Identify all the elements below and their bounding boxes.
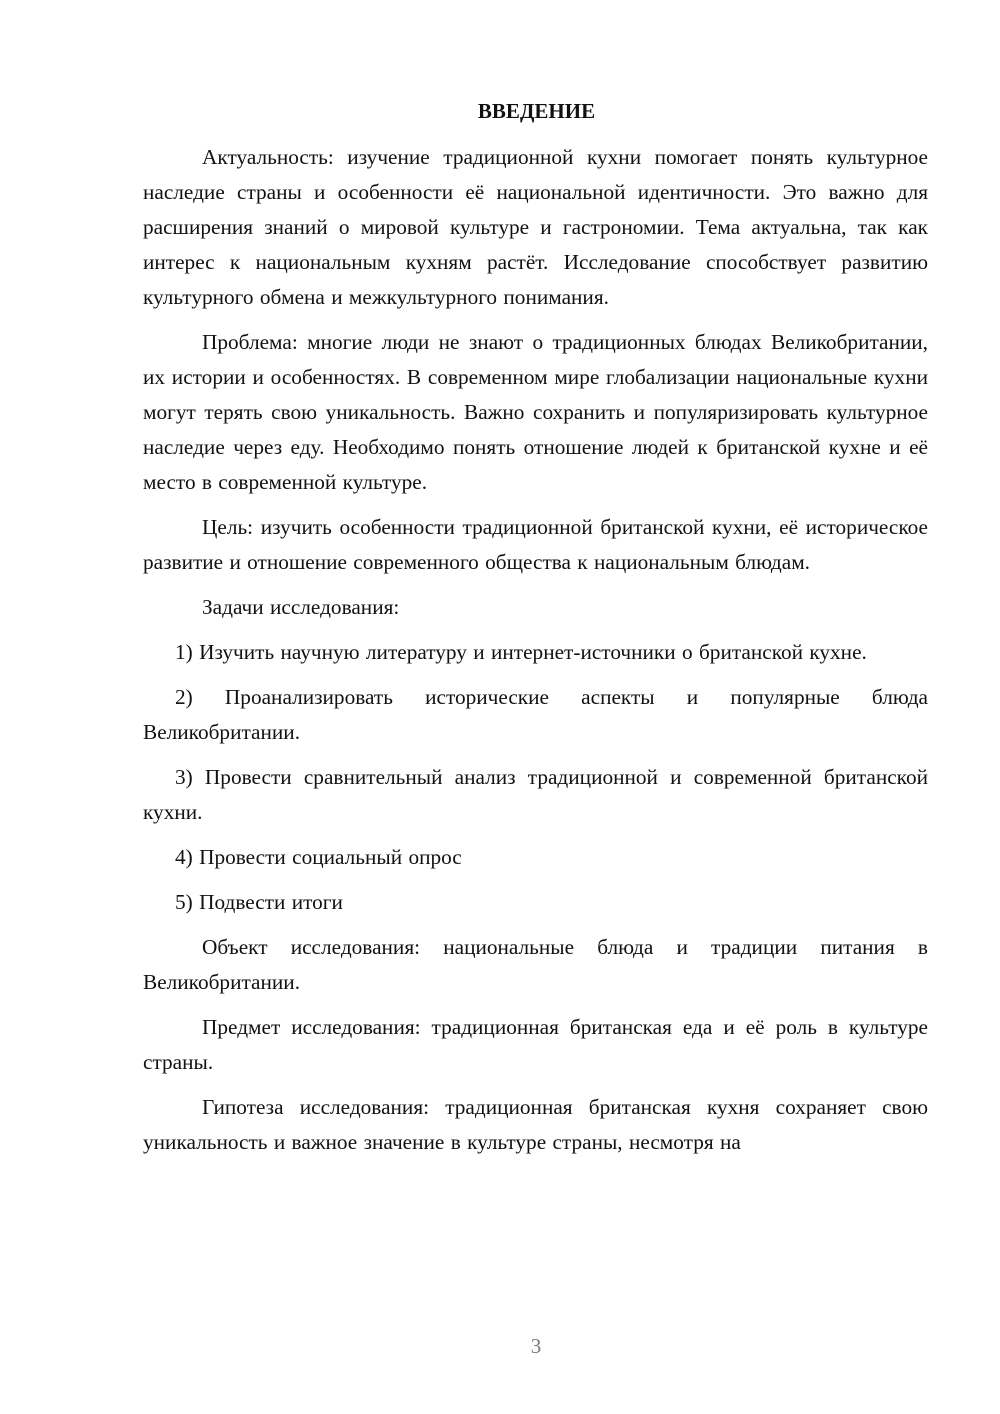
task-item: 5) Подвести итоги — [175, 890, 343, 914]
relevance-paragraph: Актуальность: изучение традиционной кухни помогает понять культурное наследие страны и особенности её национальной идентичности. Это важно для расширения знаний о мировой культуре и гастрономии. Тема актуальна, так как интерес к национальным кухням растёт. Исследование способствует развитию культурного обмена и межкультурного понимания. — [143, 145, 928, 309]
task-item: 1) Изучить научную литературу и интернет-источники о британской кухне. — [175, 640, 867, 664]
hypothesis-paragraph: Гипотеза исследования: традиционная британская кухня сохраняет свою уникальность и важное значение в культуре страны, несмотря на — [143, 1095, 928, 1154]
task-item: 2) Проанализировать исторические аспекты и популярные блюда Великобритании. — [143, 685, 928, 744]
tasks-title: Задачи исследования: — [202, 595, 400, 619]
page-number: 3 — [530, 1334, 542, 1358]
task-item: 4) Провести социальный опрос — [175, 845, 462, 869]
problem-paragraph: Проблема: многие люди не знают о традиционных блюдах Великобритании, их истории и особенностях. В современном мире глобализации национальные кухни могут терять свою уникальность. Важно сохранить и популяризировать культурное наследие через еду. Необходимо понять отношение людей к британской кухне и её место в современной культуре. — [143, 330, 928, 494]
section-heading: ВВЕДЕНИЕ — [477, 99, 596, 123]
page-content — [143, 92, 928, 1170]
subject-paragraph: Предмет исследования: традиционная британская еда и её роль в культуре страны. — [143, 1015, 928, 1074]
task-item: 3) Провести сравнительный анализ традиционной и современной британской кухни. — [143, 765, 928, 824]
goal-paragraph: Цель: изучить особенности традиционной британской кухни, её историческое развитие и отношение современного общества к национальным блюдам. — [143, 515, 928, 574]
object-paragraph: Объект исследования: национальные блюда и традиции питания в Великобритании. — [143, 935, 928, 994]
